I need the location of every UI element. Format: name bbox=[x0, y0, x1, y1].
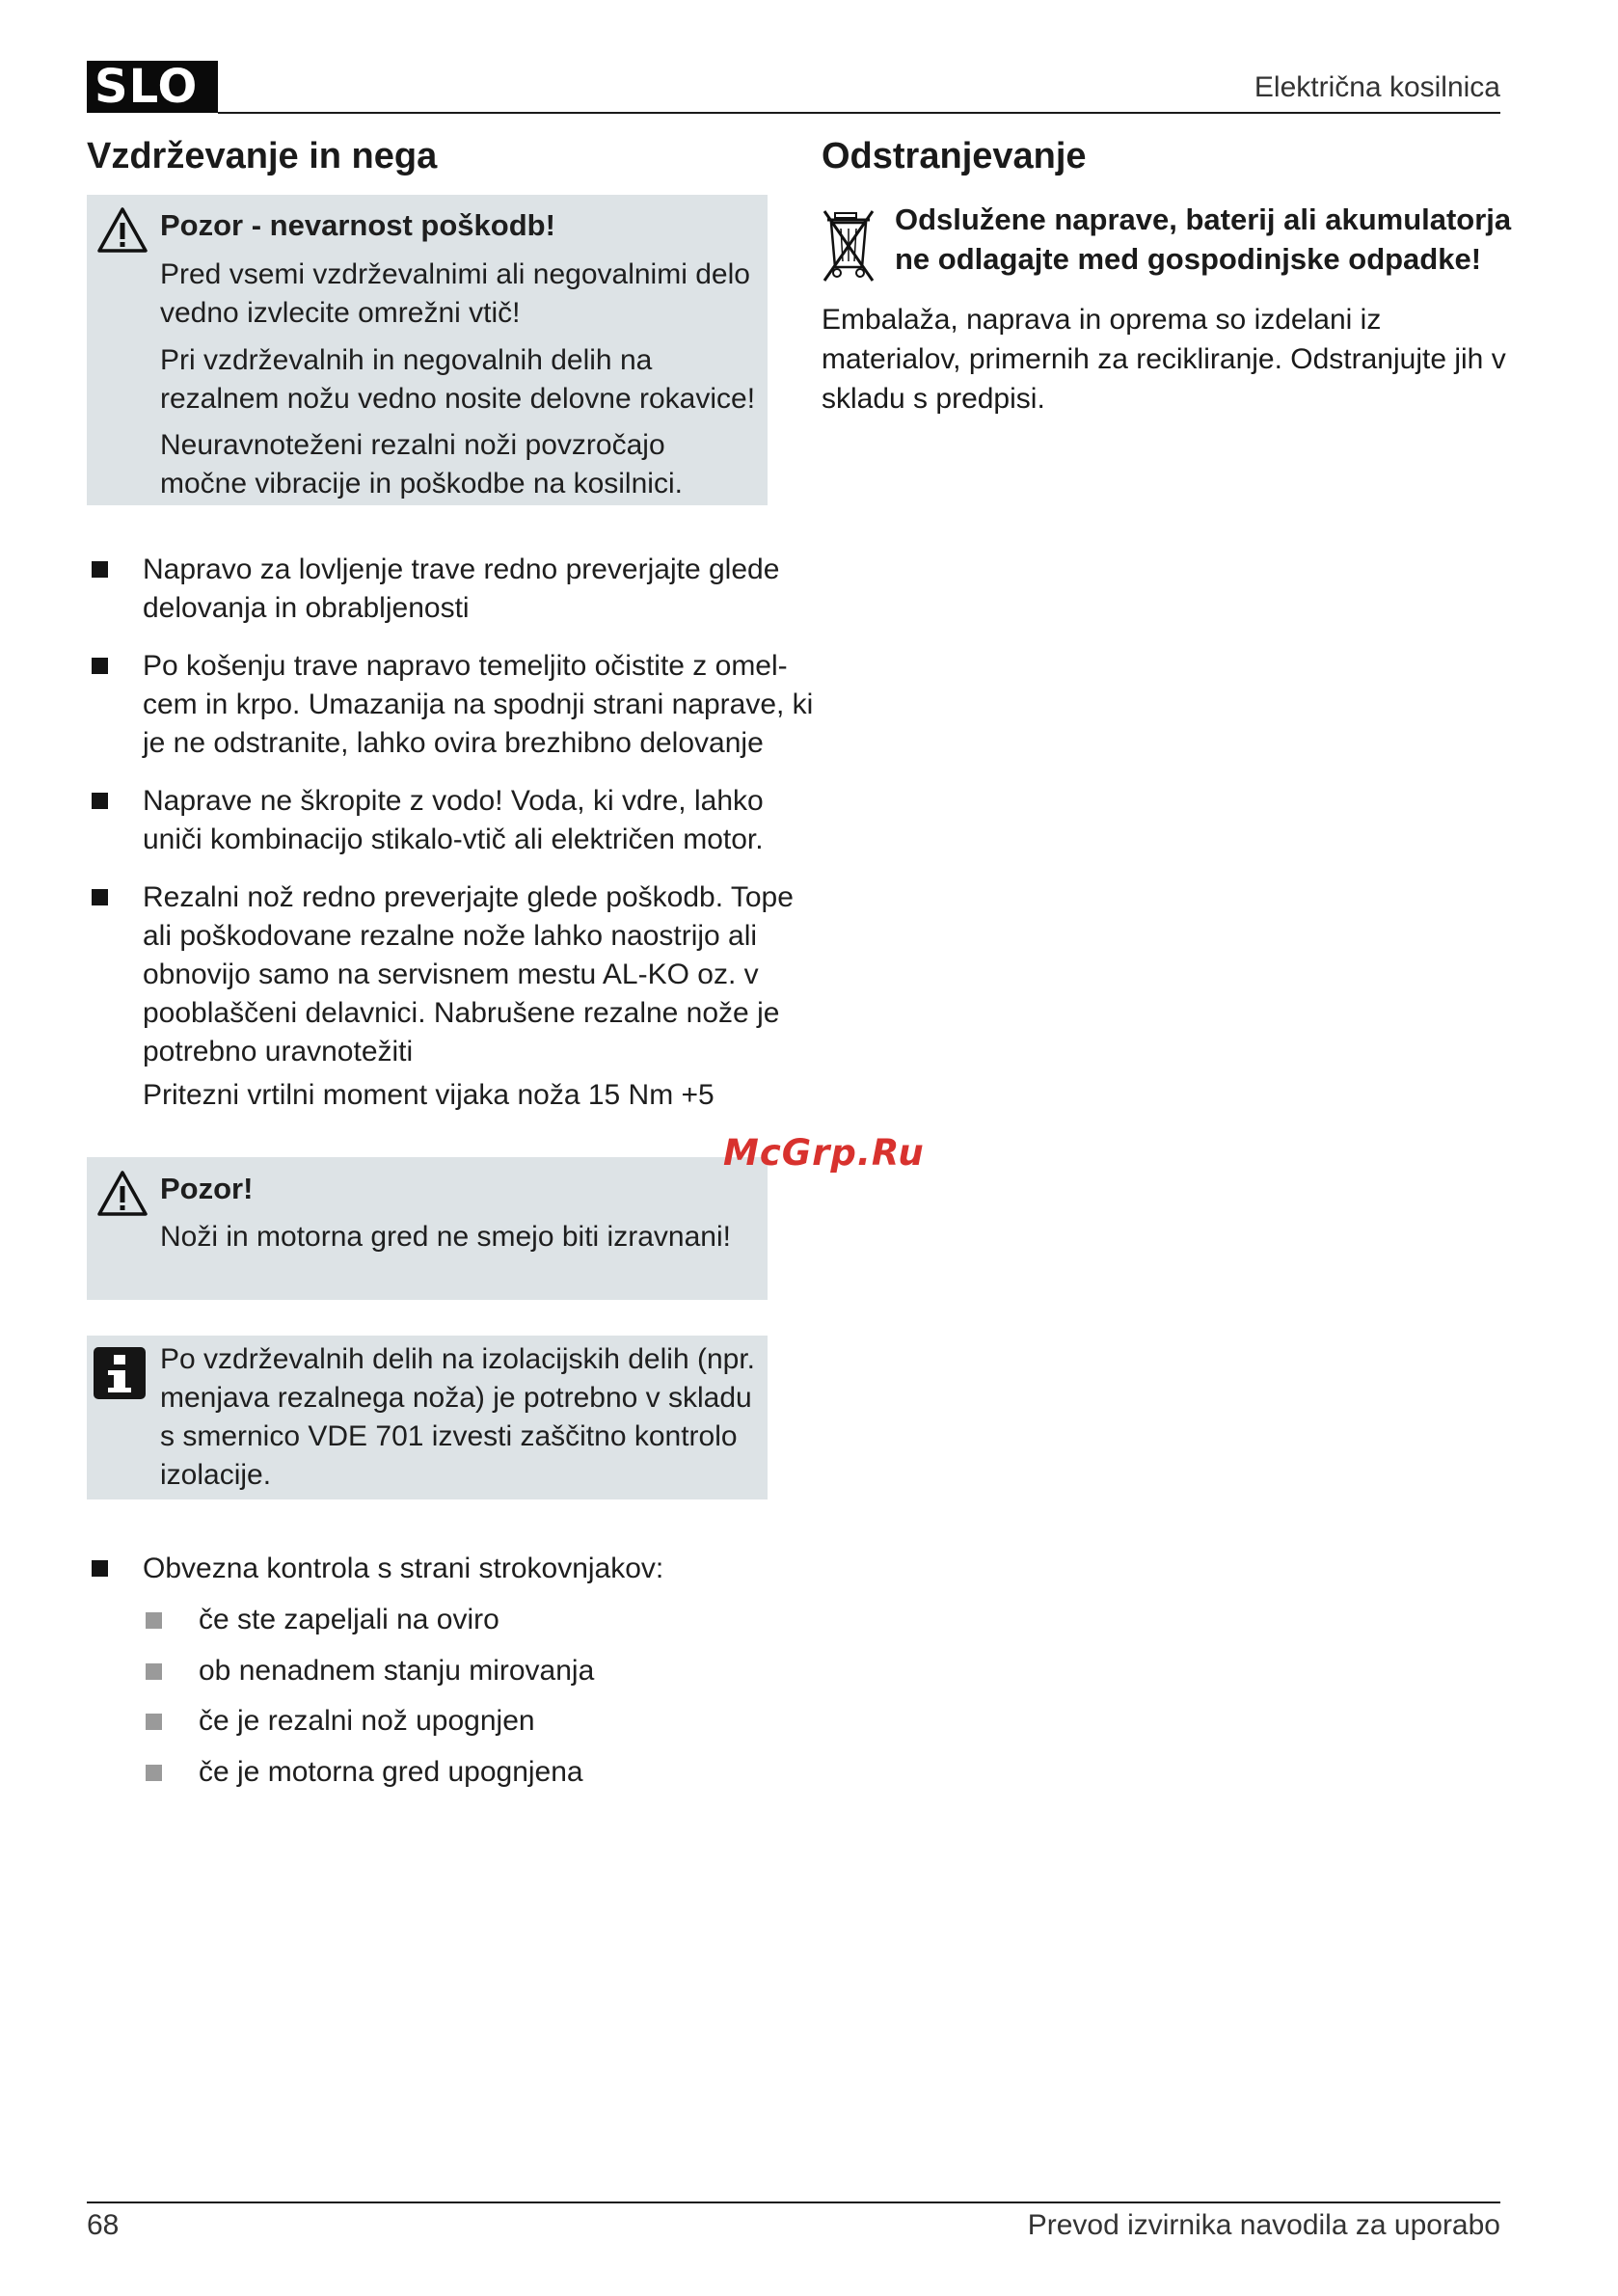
bullet-marker bbox=[92, 1560, 108, 1577]
sub-bullet-marker bbox=[146, 1612, 162, 1629]
sub-bullet-marker bbox=[146, 1663, 162, 1680]
bullet-marker bbox=[92, 793, 108, 809]
section-heading-maintenance: Vzdrževanje in nega bbox=[87, 136, 438, 176]
list-item: Rezalni nož redno preverjajte glede poškodb. Tope ali poškodovane rezalne nože lahko naostrijo ali obnovijo samo na servisnem mestu AL-KO oz. v pooblaščeni delavnici. Nabrušene rezalne nože je potrebno uravnotežiti bbox=[143, 881, 794, 1067]
sub-bullet-marker bbox=[146, 1765, 162, 1781]
warning-paragraph: Neuravnoteženi rezalni noži povzročajo močne vibracije in poškodbe na kosilnici. bbox=[160, 429, 683, 500]
info-paragraph: Po vzdrževalnih delih na izolacijskih delih (npr. menjava rezalnega noža) je potrebno v skladu s smernico VDE 701 izvesti zaščitno kontrolo izolacije. bbox=[160, 1343, 755, 1491]
warning-paragraph: Pred vsemi vzdrževalnimi ali negovalnimi delo vedno izvlecite omrežni vtič! bbox=[160, 258, 750, 329]
info-icon bbox=[94, 1347, 146, 1399]
list-item-continuation: Pritezni vrtilni moment vijaka noža 15 Nm +5 bbox=[143, 1079, 715, 1111]
header-divider bbox=[218, 112, 1500, 114]
sub-bullet-marker bbox=[146, 1714, 162, 1730]
bullet-marker bbox=[92, 561, 108, 578]
sub-list-item: če je rezalni nož upognjen bbox=[199, 1705, 535, 1737]
sub-list-item: če je motorna gred upognjena bbox=[199, 1756, 583, 1788]
bullet-marker bbox=[92, 658, 108, 674]
watermark: McGrp.Ru bbox=[723, 1132, 925, 1174]
page-number: 68 bbox=[87, 2209, 120, 2241]
warning-triangle-icon bbox=[96, 1170, 148, 1218]
warning-title: Pozor! bbox=[160, 1172, 254, 1205]
document-title: Električna kosilnica bbox=[1254, 71, 1500, 103]
footer-title: Prevod izvirnika navodila za uporabo bbox=[1027, 2209, 1500, 2241]
list-item: Naprave ne škropite z vodo! Voda, ki vdre, lahko uniči kombinacijo stikalo-vtič ali električen motor. bbox=[143, 785, 764, 855]
list-item: Napravo za lovljenje trave redno preverjajte glede delovanja in obrabljenosti bbox=[143, 554, 780, 624]
warning-paragraph: Noži in motorna gred ne smejo biti izravnani! bbox=[160, 1221, 731, 1253]
warning-title: Pozor - nevarnost poškodb! bbox=[160, 208, 555, 242]
warning-paragraph: Pri vzdrževalnih in negovalnih delih na rezalnem nožu vedno nosite delovne rokavice! bbox=[160, 344, 756, 415]
section-heading-disposal: Odstranjevanje bbox=[822, 136, 1087, 176]
disposal-paragraph: Embalaža, naprava in oprema so izdelani iz materialov, primernih za recikliranje. Odstranjujte jih v skladu s predpisi. bbox=[822, 304, 1506, 415]
sub-list-item: če ste zapeljali na oviro bbox=[199, 1604, 499, 1635]
sub-list-item: ob nenadnem stanju mirovanja bbox=[199, 1655, 595, 1687]
warning-triangle-icon bbox=[96, 206, 148, 255]
bullet-marker bbox=[92, 889, 108, 905]
list-item: Obvezna kontrola s strani strokovnjakov: bbox=[143, 1553, 664, 1584]
crossed-out-bin-icon bbox=[822, 207, 876, 284]
language-badge: SLO bbox=[87, 61, 218, 113]
footer-divider bbox=[87, 2201, 1500, 2203]
list-item: Po košenju trave napravo temeljito očistite z omel-cem in krpo. Umazanija na spodnji strani naprave, ki je ne odstranite, lahko ovira brezhibno delovanje bbox=[143, 650, 814, 759]
disposal-notice: Odslužene naprave, baterij ali akumulatorja ne odlagajte med gospodinjske odpadke! bbox=[895, 203, 1512, 276]
